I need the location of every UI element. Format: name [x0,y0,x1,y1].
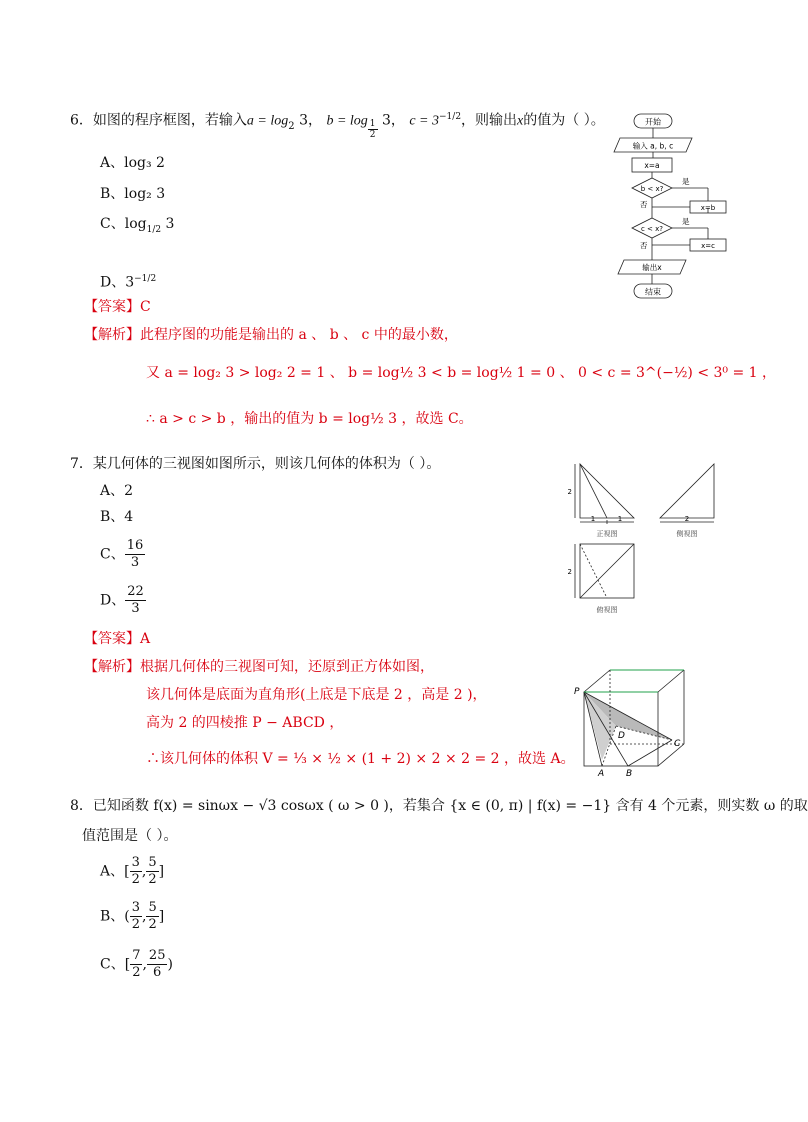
q7-analysis-3: 高为 2 的四棱推 P − ABCD ， [146,715,344,731]
cube-label-P: P [574,687,580,697]
q6-option-c: C、$\log_{1/2} 3$ [100,216,175,235]
flow-input: 输入 a, b, c [632,141,674,151]
three-views-figure [567,460,730,620]
q8-stem-line-2: 值范围是（ ）。 [82,828,178,844]
q8-stem-line-1: 8．已知函数 f(x) = sinωx − √3 cosωx ( ω > 0 )，若集合 {x ∈ (0, π) | f(x) = −1} 含有 4 个元素，则实数 ω 的取 [70,798,808,814]
flow-cond-1: b < x? [640,185,664,193]
flow-assign-2: x=b [700,204,716,212]
q6-option-d: D、$3^{-1/2}$ [100,274,157,291]
flow-yes-2: 是 [682,217,690,226]
q7-option-a: A、2 [100,483,134,499]
label-side-view: 侧视图 [676,530,698,538]
dim-side-width: 2 [684,515,690,523]
label-front-view: 正视图 [596,530,618,538]
q7-answer: 【答案】A [84,631,151,647]
flow-output: 输出x [642,263,662,272]
q7-stem: 7．某几何体的三视图如图所示，则该几何体的体积为（ ）。 [70,456,441,472]
cube-label-B: B [626,769,633,779]
cube-label-C: C [674,739,681,749]
q6-analysis-2: 又 a = log₂ 3 > log₂ 2 = 1 、 b = log½ 3 < b = log½ 1 = 0 、 0 < c = 3^(−½) < 3⁰ = 1 ， [146,365,777,381]
q6-option-b: B、log₂ 3 [100,186,166,202]
q8-option-b: B、( $\frac{3}{2}$ , $\frac{5}{2}$ ] [100,900,165,932]
q6-answer: 【答案】C [84,299,151,315]
dim-top-height: 2 [567,568,572,576]
cube-label-A: A [598,769,605,779]
flow-assign-3: x=c [701,242,715,250]
flowchart [610,108,740,308]
flow-assign-1: x=a [644,161,660,170]
q6-stem: 6．如图的程序框图，若输入$a = \log_2 3$， b = log $\frac{1}{2}$ 3， $c = 3^{-1/2}$，则输出x的值为（ ）。 [70,112,605,141]
flow-no-2: 否 [640,241,648,250]
q8-option-c: C、[ $\frac{7}{2}$ , $\frac{25}{6}$ ) [100,948,173,980]
q7-analysis-2: 该几何体是底面为直角形(上底是下底是 2 ，高是 2 )， [146,687,487,703]
cube-figure [572,662,702,778]
q6-option-a: A、log₃ 2 [100,155,165,171]
dim-front-left: 1 [590,515,596,523]
q6-analysis-1: 【解析】此程序图的功能是输出的 a 、 b 、 c 中的最小数， [84,327,458,343]
dim-front-right: 1 [617,515,623,523]
flow-start: 开始 [645,117,661,127]
cube-label-D: D [618,731,625,741]
flow-no-1: 否 [640,200,648,209]
dim-front-height: 2 [567,488,572,496]
q7-option-b: B、4 [100,509,134,525]
flow-cond-2: c < x? [640,225,664,233]
q7-analysis-1: 【解析】根据几何体的三视图可知，还原到正方体如图， [84,659,434,675]
q7-option-d: D、 $\frac{22}{3}$ [100,584,144,616]
label-top-view: 俯视图 [596,606,618,614]
q7-analysis-4: ∴该几何体的体积 V = ⅓ × ½ × (1 + 2) × 2 × 2 = 2 ，故选 A。 [146,751,575,767]
q6-analysis-3: ∴ a > c > b ，输出的值为 b = log½ 3 ，故选 C。 [146,411,473,427]
flow-end: 结束 [645,287,661,297]
flow-yes-1: 是 [682,177,690,186]
q8-option-a: A、[ $\frac{3}{2}$ , $\frac{5}{2}$ ] [100,855,165,887]
q7-option-c: C、 $\frac{16}{3}$ [100,538,144,570]
